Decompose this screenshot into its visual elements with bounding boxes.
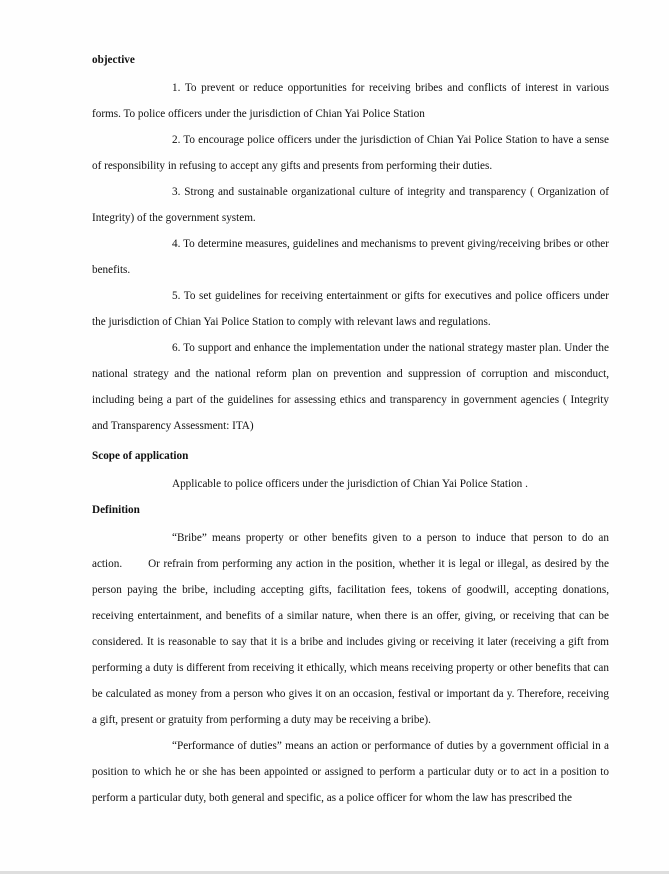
definition-performance-of-duties: “Performance of duties” means an action or performance of duties by a government official in a position to which he or she has been appointed or assigned to perform a particular duty or to act in a position to perform a particular duty, both general and specific, as a police officer for whom the law has prescribed the (92, 740, 609, 804)
heading-objective: objective (92, 54, 135, 66)
definition-bribe: “Bribe” means property or other benefits given to a person to induce that person to do an action. Or refrain from performing any action in the position, whether it is legal or illegal, as desired by the person paying the bribe, including accepting gifts, facilitation fees, tokens of goodwill, accepting donations, receiving entertainment, and benefits of a similar nature, when there is an offer, giving, or receiving that can be considered. It is reasonable to say that it is a bribe and includes giving or receiving it later (receiving a gift from performing a duty is different from receiving it ethically, which means receiving property or other benefits that can be calculated as money from a person who gives it on an occasion, festival or important da y. Therefore, receiving a gift, present or gratuity from performing a duty may be receiving a bribe). (92, 532, 609, 726)
objective-item-3: 3. Strong and sustainable organizational culture of integrity and transparency ( Organization of Integrity) of the government system. (92, 186, 609, 224)
objective-item-1: 1. To prevent or reduce opportunities for receiving bribes and conflicts of interest in various forms. To police officers under the jurisdiction of Chian Yai Police Station (92, 82, 609, 120)
heading-scope-of-application: Scope of application (92, 450, 189, 462)
objective-item-5: 5. To set guidelines for receiving entertainment or gifts for executives and police officers under the jurisdiction of Chian Yai Police Station to comply with relevant laws and regulations. (92, 290, 609, 328)
objective-item-4: 4. To determine measures, guidelines and mechanisms to prevent giving/receiving bribes or other benefits. (92, 238, 609, 276)
heading-definition: Definition (92, 504, 140, 516)
objective-item-6: 6. To support and enhance the implementation under the national strategy master plan. Under the national strategy and the national reform plan on prevention and suppression of corruption and misconduct, including being a part of the guidelines for assessing ethics and transparency in government agencies ( Integrity and Transparency Assessment: ITA) (92, 342, 609, 432)
objective-item-2: 2. To encourage police officers under the jurisdiction of Chian Yai Police Station to have a sense of responsibility in refusing to accept any gifts and presents from performing their duties. (92, 134, 609, 172)
scope-text: Applicable to police officers under the jurisdiction of Chian Yai Police Station . (172, 478, 528, 490)
document-body (92, 49, 609, 811)
